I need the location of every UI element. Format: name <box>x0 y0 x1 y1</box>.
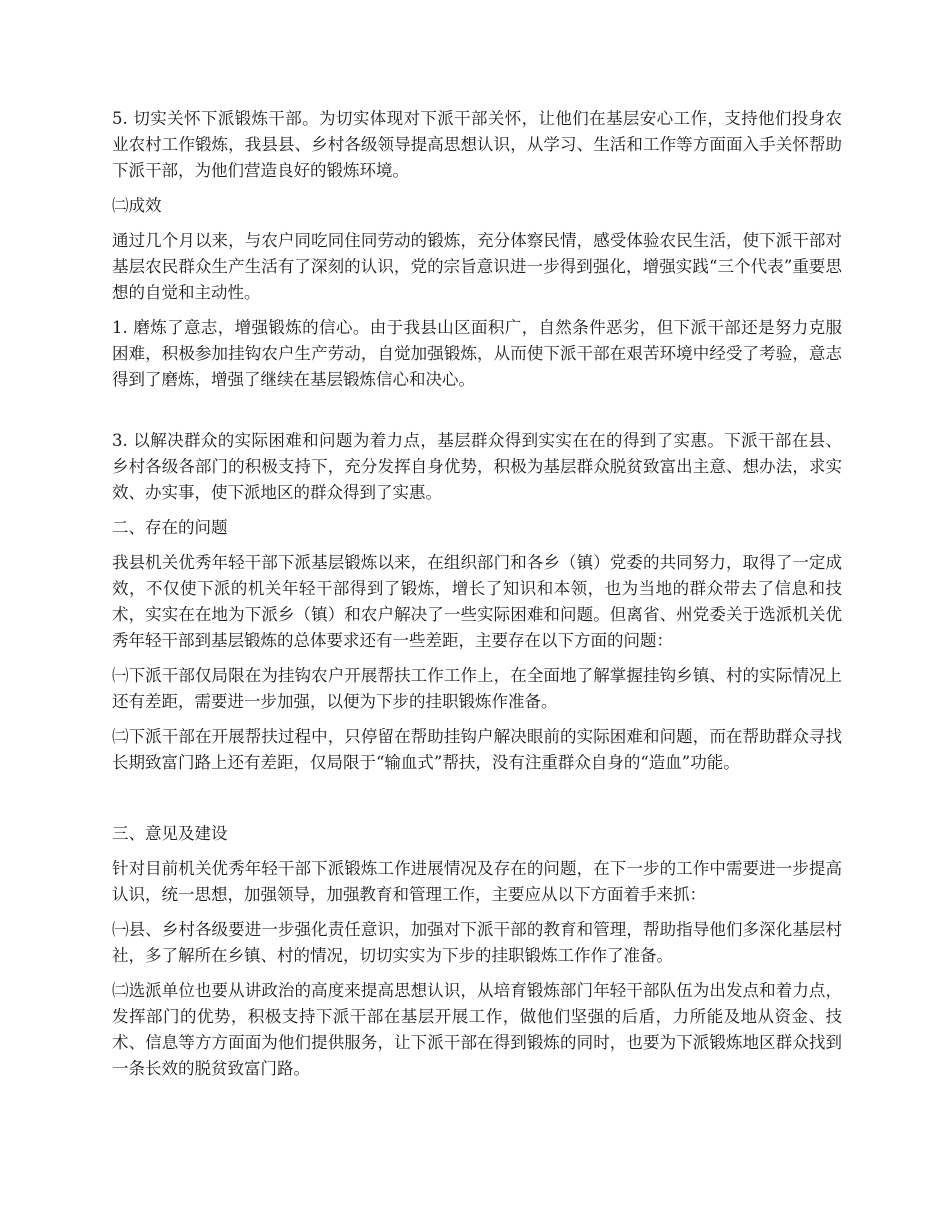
blank-gap <box>112 402 842 428</box>
paragraph-solve-difficulties: 3. 以解决群众的实际困难和问题为着力点，基层群众得到实实在在的得到了实惠。下派干部在县、乡村各级各部门的积极支持下，充分发挥自身优势，积极为基层群众脱贫致富出主意、想办法，求实效、办实事，使下派地区的群众得到了实惠。 <box>112 431 842 502</box>
paragraph-suggestion-two: ㈡选派单位也要从讲政治的高度来提高思想认识，从培育锻炼部门年轻干部队伍为出发点和着力点，发挥部门的优势，积极支持下派干部在基层开展工作，做他们坚强的后盾，力所能及地从资金、技术、信息等方方面面为他们提供服务，让下派干部在得到锻炼的同时，也要为下派锻炼地区群众找到一条长效的脱贫致富门路。 <box>112 981 842 1078</box>
document-body <box>112 106 842 1091</box>
section-heading-suggestions: 三、意见及建设 <box>112 824 228 843</box>
section-heading-problems: 二、存在的问题 <box>112 518 228 537</box>
paragraph-results-intro: 通过几个月以来，与农户同吃同住同劳动的锻炼，充分体察民情，感受体验农民生活，使下派干部对基层农民群众生产生活有了深刻的认识，党的宗旨意识进一步得到强化，增强实践“三个代表”重要思想的自觉和主动性。 <box>112 231 842 302</box>
paragraph-suggestion-one: ㈠县、乡村各级要进一步强化责任意识，加强对下派干部的教育和管理，帮助指导他们多深化基层村社，多了解所在乡镇、村的情况，切切实实为下步的挂职锻炼工作作了准备。 <box>112 920 842 965</box>
paragraph-problem-two: ㈡下派干部在开展帮扶过程中，只停留在帮助挂钩户解决眼前的实际困难和问题，而在帮助群众寻找长期致富门路上还有差距，仅局限于“输血式”帮扶，没有注重群众自身的“造血”功能。 <box>112 727 842 772</box>
paragraph-problem-one: ㈠下派干部仅局限在为挂钩农户开展帮扶工作工作上，在全面地了解掌握挂钩乡镇、村的实际情况上还有差距，需要进一步加强，以便为下步的挂职锻炼作准备。 <box>112 666 842 711</box>
paragraph-suggestions-intro: 针对目前机关优秀年轻干部下派锻炼工作进展情况及存在的问题，在下一步的工作中需要进一步提高认识，统一思想，加强领导，加强教育和管理工作，主要应从以下方面着手来抓： <box>112 859 842 904</box>
paragraph-problems-intro: 我县机关优秀年轻干部下派基层锻炼以来，在组织部门和各乡（镇）党委的共同努力，取得了一定成效，不仅使下派的机关年轻干部得到了锻炼，增长了知识和本领，也为当地的群众带去了信息和技术，实实在在地为下派乡（镇）和农户解决了一些实际困难和问题。但离省、州党委关于选派机关优秀年轻干部到基层锻炼的总体要求还有一些差距，主要存在以下方面的问题： <box>112 553 842 650</box>
blank-gap <box>112 785 842 821</box>
section-heading-results: ㈡成效 <box>112 196 162 215</box>
paragraph-care-for-cadres: 5. 切实关怀下派锻炼干部。为切实体现对下派干部关怀，让他们在基层安心工作，支持他们投身农业农村工作锻炼，我县县、乡村各级领导提高思想认识，从学习、生活和工作等方面面入手关怀帮助下派干部，为他们营造良好的锻炼环境。 <box>112 109 842 180</box>
paragraph-tempered-will: 1. 磨炼了意志，增强锻炼的信心。由于我县山区面积广，自然条件恶劣，但下派干部还是努力克服困难，积极参加挂钩农户生产劳动，自觉加强锻炼，从而使下派干部在艰苦环境中经受了考验，意志得到了磨炼，增强了继续在基层锻炼信心和决心。 <box>112 318 842 389</box>
